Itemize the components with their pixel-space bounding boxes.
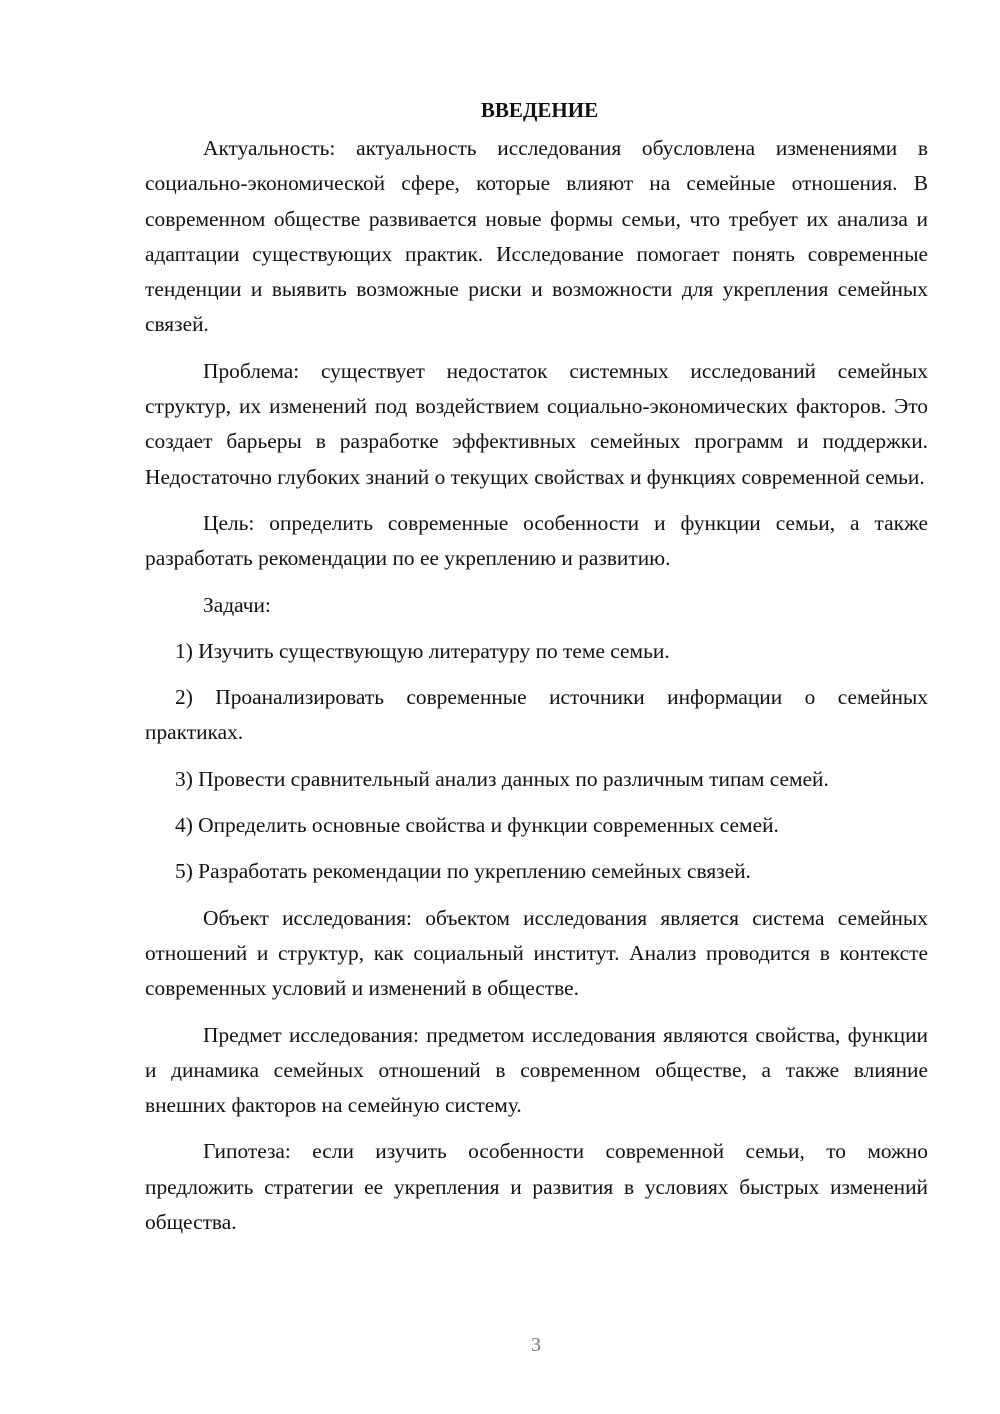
task-item-2: 2) Проанализировать современные источники информации о семейных практиках. — [145, 685, 928, 745]
task-item-4: 4) Определить основные свойства и функции современных семей. — [175, 813, 779, 838]
section-heading: ВВЕДЕНИЕ — [480, 98, 599, 122]
document-page — [145, 92, 928, 1251]
hypothesis-paragraph: Гипотеза: если изучить особенности современной семьи, то можно предложить стратегии ее укрепления и развития в условиях быстрых изменений общества. — [145, 1139, 928, 1235]
relevance-paragraph: Актуальность: актуальность исследования обусловлена изменениями в социально-экономической сфере, которые влияют на семейные отношения. В современном обществе развивается новые формы семьи, что требует их анализа и адаптации существующих практик. Исследование помогает понять современные тенденции и выявить возможные риски и возможности для укрепления семейных связей. — [145, 136, 928, 337]
task-item-1: 1) Изучить существующую литературу по теме семьи. — [175, 638, 670, 663]
page-number: 3 — [531, 1334, 541, 1356]
subject-paragraph: Предмет исследования: предметом исследования являются свойства, функции и динамика семейных отношений в современном обществе, а также влияние внешних факторов на семейную систему. — [145, 1022, 928, 1118]
tasks-heading: Задачи: — [203, 592, 271, 617]
task-item-5: 5) Разработать рекомендации по укреплению семейных связей. — [175, 859, 751, 884]
task-item-3: 3) Провести сравнительный анализ данных по различным типам семей. — [175, 766, 829, 791]
problem-paragraph: Проблема: существует недостаток системных исследований семейных структур, их изменений под воздействием социально-экономических факторов. Это создает барьеры в разработке эффективных семейных программ и поддержки. Недостаточно глубоких знаний о текущих свойствах и функциях современной семьи. — [145, 358, 928, 489]
object-paragraph: Объект исследования: объектом исследования является система семейных отношений и структур, как социальный институт. Анализ проводится в контексте современных условий и изменений в обществе. — [145, 905, 928, 1001]
goal-paragraph: Цель: определить современные особенности и функции семьи, а также разработать рекомендации по ее укреплению и развитию. — [145, 510, 928, 571]
